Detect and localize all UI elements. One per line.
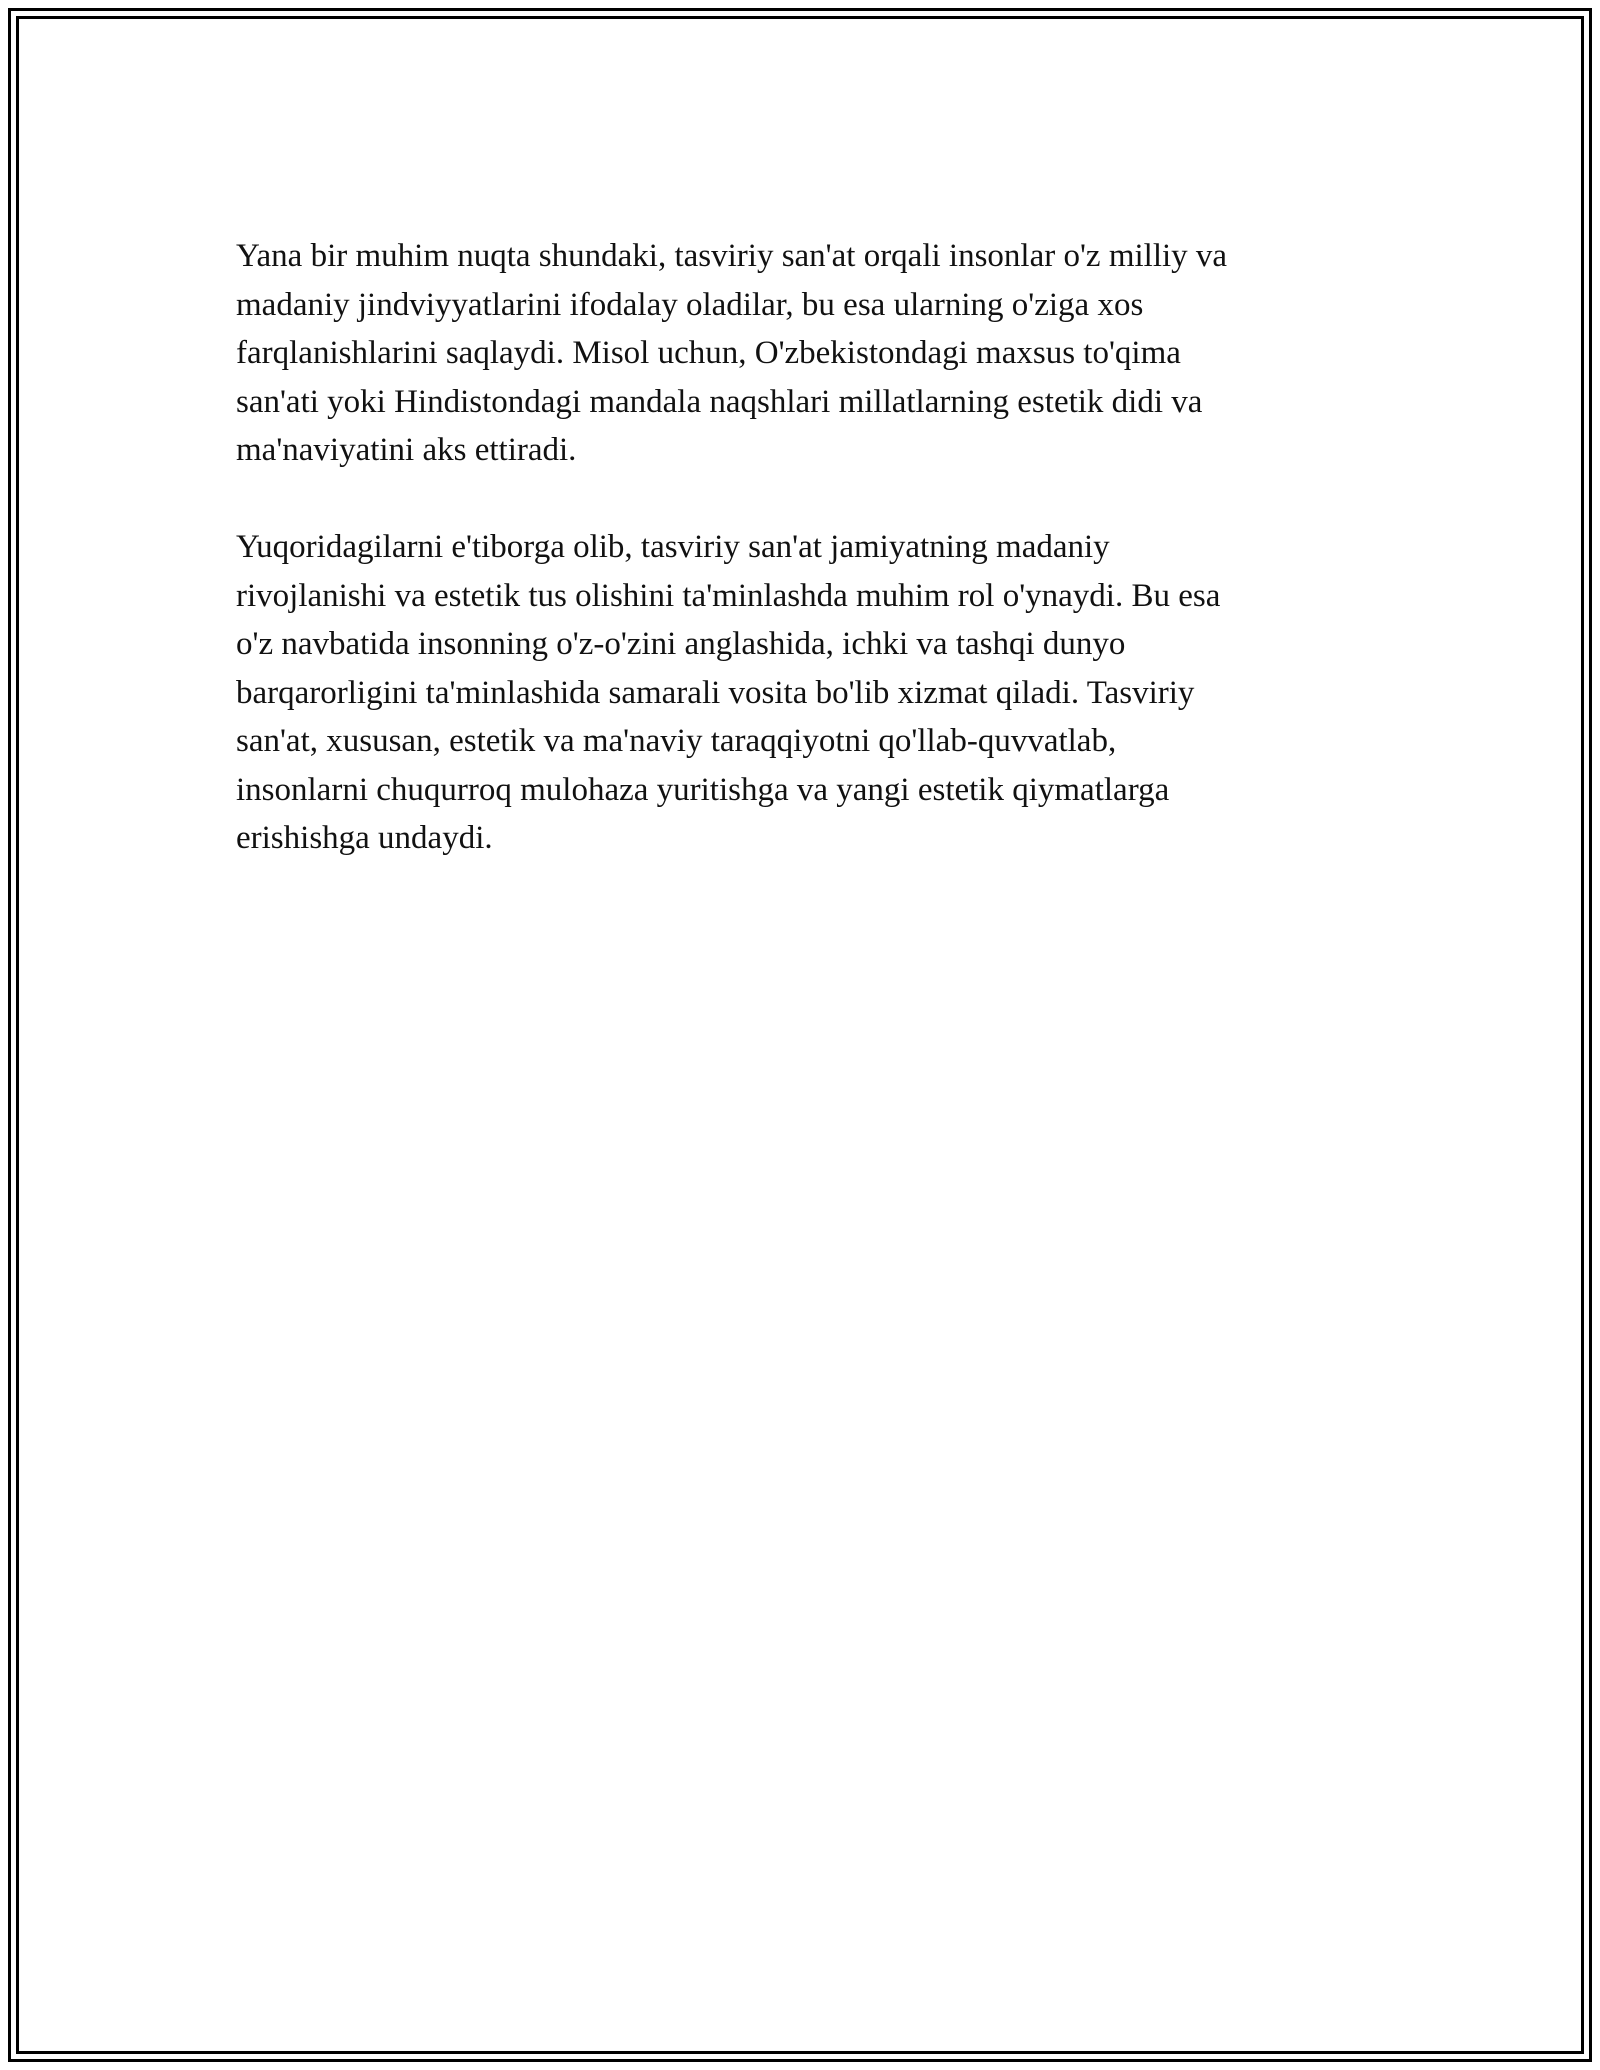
text-line: ma'naviyatini aks ettiradi.: [236, 432, 577, 468]
document-body: [236, 232, 1356, 911]
text-line: farqlanishlarini saqlaydi. Misol uchun, O'zbekistondagi maxsus to'qima: [236, 335, 1181, 371]
text-line: o'z navbatida insonning o'z-o'zini anglashida, ichki va tashqi dunyo: [236, 626, 1126, 662]
text-line: Yuqoridagilarni e'tiborga olib, tasviriy san'at jamiyatning madaniy: [236, 529, 1110, 565]
text-line: rivojlanishi va estetik tus olishini ta'minlashda muhim rol o'ynaydi. Bu esa: [236, 577, 1221, 614]
paragraph-1: [236, 232, 1356, 475]
text-line: san'ati yoki Hindistondagi mandala naqshlari millatlarning estetik didi va: [236, 383, 1203, 420]
text-line: erishishga undaydi.: [236, 820, 493, 856]
text-line: insonlarni chuqurroq mulohaza yuritishga va yangi estetik qiymatlarga: [236, 771, 1170, 808]
text-line: barqarorligini ta'minlashida samarali vosita bo'lib xizmat qiladi. Tasviriy: [236, 674, 1195, 711]
text-line: madaniy jindviyyatlarini ifodalay oladilar, bu esa ularning o'ziga xos: [236, 286, 1144, 323]
text-line: san'at, xususan, estetik va ma'naviy taraqqiyotni qo'llab-quvvatlab,: [236, 723, 1117, 759]
paragraph-2: [236, 523, 1356, 863]
text-line: Yana bir muhim nuqta shundaki, tasviriy san'at orqali insonlar o'z milliy va: [236, 238, 1228, 274]
